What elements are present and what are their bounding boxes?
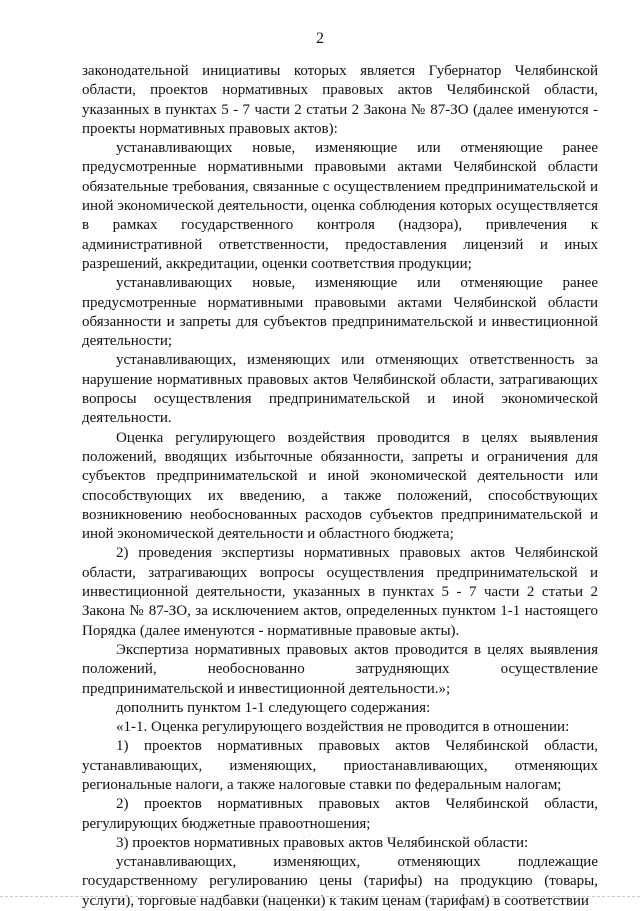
- paragraph-exception-taxes: 1) проектов нормативных правовых актов Челябинской области, устанавливающих, изменяющих, приостанавливающих, отменяющих региональные налоги, а также налоговые ставки по федеральным налогам;: [82, 738, 598, 793]
- paragraph-expertise-item-2: 2) проведения экспертизы нормативных правовых актов Челябинской области, затрагивающих вопросы осуществления предпринимательской и инвестиционной деятельности, указанных в пунктах 5 - 7 части 2 статьи 2 Закона № 87-ЗО, за исключением актов, определенных пунктом 1-1 настоящего Порядка (далее именуются - нормативные правовые акты).: [82, 545, 598, 639]
- paragraph-mandatory-requirements: устанавливающих новые, изменяющие или отменяющие ранее предусмотренные нормативными правовыми актами Челябинской области обязательные требования, связанные с осуществлением предпринимательской и иной экономической деятельности, оценка соблюдения которых осуществляется в рамках государственного контроля (надзора), привлечения к административной ответственности, предоставления лицензий и иных разрешений, аккредитации, оценки соответствия продукции;: [82, 140, 598, 272]
- paragraph-duties-and-bans: устанавливающих новые, изменяющие или отменяющие ранее предусмотренные нормативными правовыми актами Челябинской области обязанности и запреты для субъектов предпринимательской и инвестиционной деятельности;: [82, 275, 598, 350]
- scan-artifact-icon: [300, 832, 324, 854]
- paragraph-add-clause: дополнить пунктом 1-1 следующего содержания:: [116, 699, 431, 716]
- page-number: 2: [316, 30, 324, 47]
- paragraph-assessment-purpose: Оценка регулирующего воздействия проводится в целях выявления положений, вводящих избыточные обязанности, запреты и ограничения для субъектов предпринимательской и иной экономической деятельности или способствующих их введению, а также положений, способствующих возникновению необоснованных расходов субъектов предпринимательской и иной экономической деятельности и областного бюджета;: [82, 429, 598, 543]
- scan-bottom-edge: [0, 896, 640, 898]
- document-body: [82, 62, 598, 911]
- paragraph-clause-1-1: «1-1. Оценка регулирующего воздействия не проводится в отношении:: [116, 719, 570, 736]
- paragraph-expertise-purpose: Экспертиза нормативных правовых актов проводится в целях выявления положений, необоснованно затрудняющих осуществление предпринимательской и инвестиционной деятельности.»;: [82, 641, 598, 697]
- paragraph-liability: устанавливающих, изменяющих или отменяющих ответственность за нарушение нормативных правовых актов Челябинской области, затрагивающих вопросы осуществления предпринимательской и иной экономической деятельности.: [82, 352, 598, 427]
- paragraph-continuation: законодательной инициативы которых является Губернатор Челябинской области, проектов нормативных правовых актов Челябинской области, указанных в пунктах 5 - 7 части 2 статьи 2 Закона № 87-ЗО (далее именуются - проекты нормативных правовых актов):: [82, 63, 598, 137]
- paragraph-exception-prices: устанавливающих, изменяющих, отменяющих подлежащие государственному регулированию цены (тарифы) на продукцию (товары, услуги), торговые надбавки (наценки) к таким ценам (тарифам) в соответствии: [82, 854, 598, 909]
- paragraph-exception-item-3: 3) проектов нормативных правовых актов Челябинской области:: [116, 834, 529, 851]
- paragraph-exception-budget: 2) проектов нормативных правовых актов Челябинской области, регулирующих бюджетные правоотношения;: [82, 796, 598, 832]
